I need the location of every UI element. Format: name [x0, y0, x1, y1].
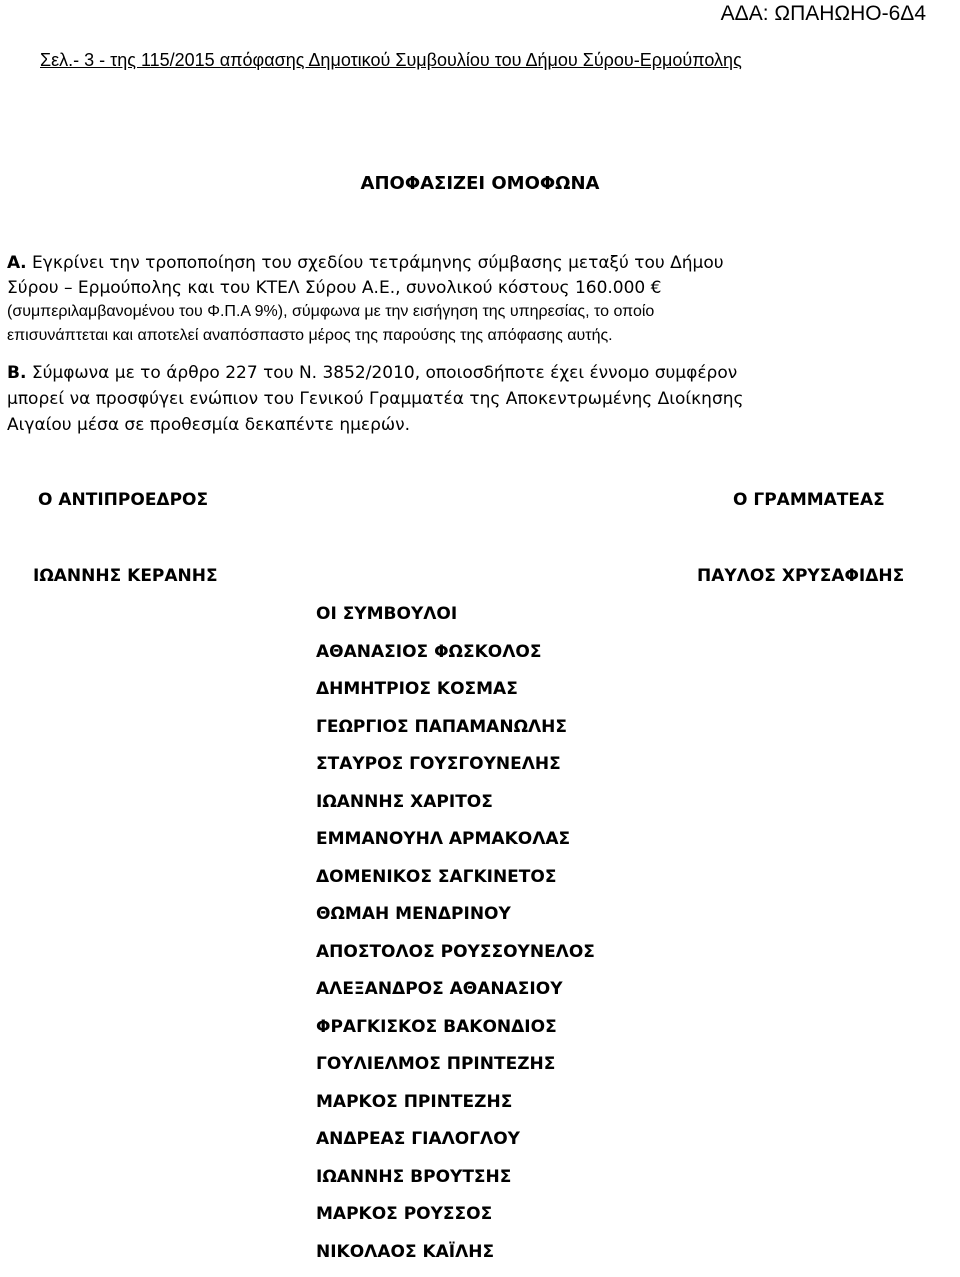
- section-b-line-1-text: Σύμφωνα με το άρθρο 227 του Ν. 3852/2010, οποιοσδήποτε έχει έννομο συμφέρον: [26, 363, 737, 383]
- councillors-heading: ΟΙ ΣΥΜΒΟΥΛΟΙ: [316, 602, 595, 640]
- councillor-name: ΜΑΡΚΟΣ ΡΟΥΣΣΟΣ: [316, 1202, 595, 1240]
- councillor-name: ΝΙΚΟΛΑΟΣ ΚΑΪΛΗΣ: [316, 1240, 595, 1277]
- section-b-line-2: μπορεί να προσφύγει ενώπιον του Γενικού Γραμματέα της Αποκεντρωμένης Διοίκησης: [7, 387, 743, 411]
- ada-code: ΑΔΑ: ΩΠΑΗΩΗΟ-6Δ4: [721, 2, 926, 26]
- councillor-name: ΕΜΜΑΝΟΥΗΛ ΑΡΜΑΚΟΛΑΣ: [316, 827, 595, 865]
- councillor-name: ΑΠΟΣΤΟΛΟΣ ΡΟΥΣΣΟΥΝΕΛΟΣ: [316, 940, 595, 978]
- page-header: Σελ.- 3 - της 115/2015 απόφασης Δημοτικού Συμβουλίου του Δήμου Σύρου-Ερμούπολης: [40, 50, 742, 71]
- secretary-name: ΠΑΥΛΟΣ ΧΡΥΣΑΦΙΔΗΣ: [697, 566, 904, 586]
- section-a-line-1-text: Εγκρίνει την τροποποίηση του σχεδίου τετράμηνης σύμβασης μεταξύ του Δήμου: [27, 253, 724, 273]
- vice-president-name: ΙΩΑΝΝΗΣ ΚΕΡΑΝΗΣ: [33, 566, 218, 586]
- councillor-name: ΘΩΜΑΗ ΜΕΝΔΡΙΝΟΥ: [316, 902, 595, 940]
- section-a-line-2: Σύρου – Ερμούπολης και του ΚΤΕΛ Σύρου Α.Ε., συνολικού κόστους 160.000 €: [7, 276, 661, 300]
- section-a-marker: Α.: [7, 253, 27, 273]
- section-a-line-4: επισυνάπτεται και αποτελεί αναπόσπαστο μέρος της παρούσης της απόφασης αυτής.: [7, 324, 613, 348]
- decision-heading: ΑΠΟΦΑΣΙΖΕΙ ΟΜΟΦΩΝΑ: [0, 173, 960, 194]
- councillor-name: ΑΝΔΡΕΑΣ ΓΙΑΛΟΓΛΟΥ: [316, 1127, 595, 1165]
- councillor-name: ΣΤΑΥΡΟΣ ΓΟΥΣΓΟΥΝΕΛΗΣ: [316, 752, 595, 790]
- secretary-title: Ο ΓΡΑΜΜΑΤΕΑΣ: [733, 490, 885, 510]
- councillor-name: ΓΟΥΛΙΕΛΜΟΣ ΠΡΙΝΤΕΖΗΣ: [316, 1052, 595, 1090]
- councillor-name: ΙΩΑΝΝΗΣ ΧΑΡΙΤΟΣ: [316, 790, 595, 828]
- section-b-marker: Β.: [7, 363, 26, 383]
- councillor-name: ΜΑΡΚΟΣ ΠΡΙΝΤΕΖΗΣ: [316, 1090, 595, 1128]
- section-a-line-3: (συμπεριλαμβανομένου του Φ.Π.Α 9%), σύμφωνα με την εισήγηση της υπηρεσίας, το οποίο: [7, 300, 654, 324]
- councillor-name: ΙΩΑΝΝΗΣ ΒΡΟΥΤΣΗΣ: [316, 1165, 595, 1203]
- section-a-line-1: [7, 251, 724, 275]
- councillor-name: ΔΟΜΕΝΙΚΟΣ ΣΑΓΚΙΝΕΤΟΣ: [316, 865, 595, 903]
- councillor-name: ΔΗΜΗΤΡΙΟΣ ΚΟΣΜΑΣ: [316, 677, 595, 715]
- section-b-line-3: Αιγαίου μέσα σε προθεσμία δεκαπέντε ημερών.: [7, 413, 410, 437]
- councillor-name: ΑΛΕΞΑΝΔΡΟΣ ΑΘΑΝΑΣΙΟΥ: [316, 977, 595, 1015]
- section-b-line-1: [7, 361, 737, 385]
- councillor-name: ΑΘΑΝΑΣΙΟΣ ΦΩΣΚΟΛΟΣ: [316, 640, 595, 678]
- councillor-name: ΓΕΩΡΓΙΟΣ ΠΑΠΑΜΑΝΩΛΗΣ: [316, 715, 595, 753]
- councillor-name: ΦΡΑΓΚΙΣΚΟΣ ΒΑΚΟΝΔΙΟΣ: [316, 1015, 595, 1053]
- councillors-list: [316, 602, 595, 1277]
- vice-president-title: Ο ΑΝΤΙΠΡΟΕΔΡΟΣ: [38, 490, 208, 510]
